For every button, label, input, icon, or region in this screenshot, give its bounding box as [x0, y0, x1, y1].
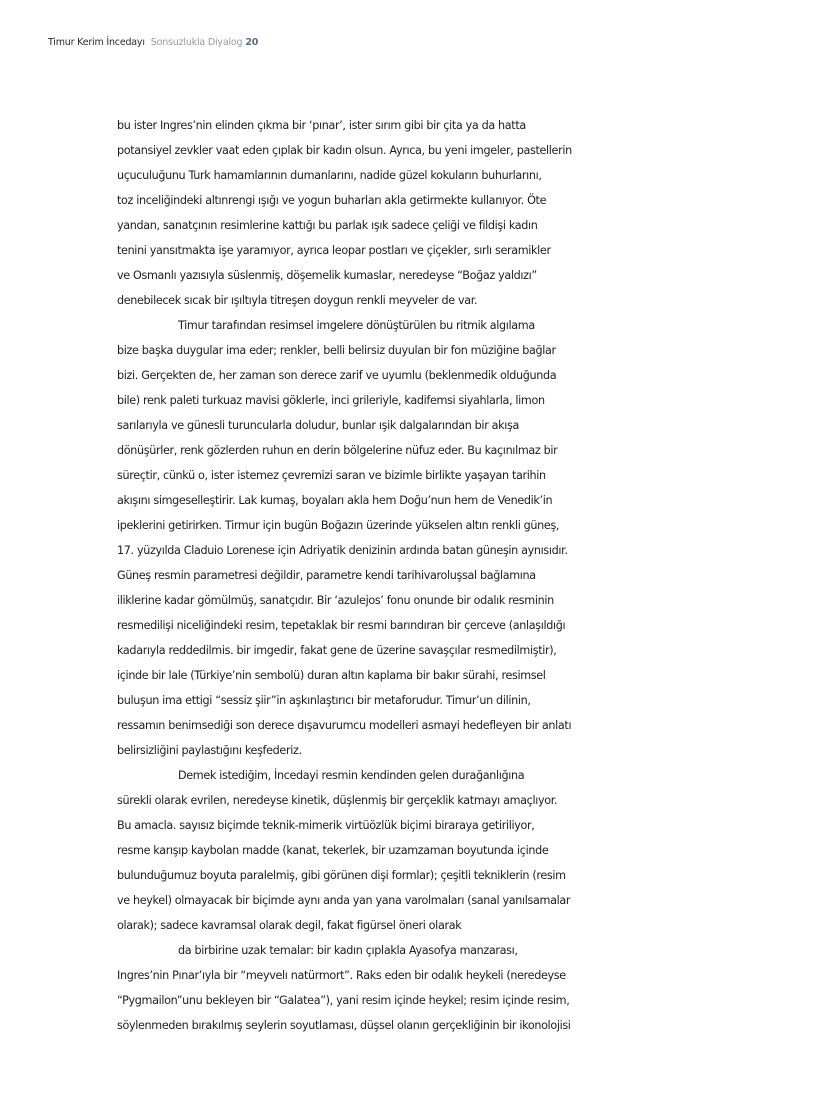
text-line: bize başka duygular ima eder; renkler, belli belirsiz duyulan bir fon müziğine bağlar [117, 344, 556, 357]
text-line: olarak); sadece kavramsal olarak degil, fakat figürsel öneri olarak [117, 919, 462, 932]
text-line: bizi. Gerçekten de, her zaman son derece zarif ve uyumlu (beklenmedik olduğunda [117, 369, 557, 382]
text-line: kadarıyla reddedilmis. bir imgedir, fakat gene de üzerine savaşçılar resmedilmiştir), [117, 644, 557, 657]
text-line: 17. yüzyılda Claduio Lorenese için Adriyatik denizinin ardında batan güneşin aynısıdır. [117, 544, 568, 557]
author-name: Timur Kerim İncedayı [48, 37, 145, 48]
text-line: içinde bir lale (Türkiye’nin sembolü) duran altın kaplama bir bakır sürahi, resimsel [117, 669, 546, 682]
text-line: ve heykel) olmayacak bir biçimde aynı anda yan yana varolmaları (sanal yanılsamalar [117, 894, 571, 907]
text-line: buluşun ima ettigi “sessiz şiir”in aşkınlaştırıcı bir metaforudur. Timur’un dilinin, [117, 694, 531, 707]
text-line: Güneş resmin parametresi değildir, parametre kendi tarihivaroluşsal bağlamına [117, 569, 536, 582]
text-line: sürekli olarak evrilen, neredeyse kinetik, düşlenmiş bir gerçeklik katmayı amaçlıyor. [117, 794, 558, 807]
text-line: ressamın benimsediği son derece dışavurumcu modelleri asmayi hedefleyen bir anlatı [117, 719, 572, 732]
text-line: bile) renk paleti turkuaz mavisi göklerle, inci grileriyle, kadifemsi siyahlarla, limon [117, 394, 545, 407]
text-line: Demek istediğim, İncedayi resmin kendinden gelen durağanlığına [178, 769, 525, 782]
text-line: resmedilişi niceliğindeki resim, tepetaklak bir resmi barındıran bir çerceve (anlaşıldığı [117, 619, 566, 632]
text-line: potansiyel zevkler vaat eden çıplak bir kadın olsun. Ayrıca, bu yeni imgeler, pastellerin [117, 144, 572, 157]
text-line: Ingres’nin Pınar’ıyla bir “meyvelı natürmort”. Raks eden bir odalık heykeli (neredeyse [117, 969, 566, 982]
text-line: Bu amacla. sayısız biçimde teknik-mimerik virtüözlük biçimi biraraya getiriliyor, [117, 819, 535, 832]
running-header [48, 37, 258, 48]
text-line: ve Osmanlı yazısıyla süslenmiş, döşemelik kumaslar, neredeyse “Boğaz yaldızı” [117, 269, 537, 282]
text-line: süreçtir, cünkü o, ister istemez çevremizi saran ve bizimle birlikte yaşayan tarihin [117, 469, 546, 482]
text-line: belirsizliğini paylastığını keşfederiz. [117, 744, 302, 757]
text-line: söylenmeden bırakılmış seylerin soyutlaması, düşsel olanın gerçekliğinin bir ikonolojisi [117, 1019, 571, 1032]
text-line: iliklerine kadar gömülmüş, sanatçıdır. Bir ‘azulejos’ fonu onunde bir odalık resminin [117, 594, 554, 607]
text-line: akışını simgeselleştirir. Lak kumaş, boyaları akla hem Doğu’nun hem de Venedik’in [117, 494, 553, 507]
text-line: bulunduğumuz boyuta paralelmiş, gibi görünen dişi formlar); çeşitli tekniklerin (resim [117, 869, 566, 882]
text-line: bu ister Ingres’nin elinden çıkma bir ‘pınar’, ister sırım gibi bir çita ya da hatta [117, 119, 526, 132]
body-text [117, 113, 597, 1038]
text-line: tenini yansıtmakta işe yaramıyor, ayrıca leopar postları ve çiçekler, sırlı seramikler [117, 244, 551, 257]
text-line: resme karışıp kaybolan madde (kanat, tekerlek, bir uzamzaman boyutunda içinde [117, 844, 549, 857]
text-line: uçuculuğunu Turk hamamlarının dumanlarını, nadide güzel kokuların buhurlarını, [117, 169, 542, 182]
text-line: yandan, sanatçının resimlerine kattığı bu parlak ışık sadece çeliği ve fildişi kadın [117, 219, 538, 232]
text-line: ipeklerini getirirken. Tirmur için bugün Boğazın üzerinde yükselen altın renkli güneş, [117, 519, 560, 532]
text-line: denebilecek sıcak bir ışıltıyla titreşen doygun renkli meyveler de var. [117, 294, 478, 307]
text-line: da birbirine uzak temalar: bir kadın çıplakla Ayasofya manzarası, [178, 944, 518, 957]
text-line: toz inceliğindeki altınrengi ışığı ve yogun buharları akla getirmekte kullanıyor. Öte [117, 194, 547, 207]
text-line: “Pygmailon”unu bekleyen bir “Galatea”), yani resim içinde heykel; resim içinde resim, [117, 994, 570, 1007]
book-title: Sonsuzlukla Diyalog [150, 37, 243, 48]
text-line: sarılarıyla ve günesli turuncularla doludur, bunlar ışik dalgalarından bir akışa [117, 419, 520, 432]
text-line: dönüşürler, renk gözlerden ruhun en derin bölgelerine nüfuz eder. Bu kaçınılmaz bir [117, 444, 558, 457]
page-number: 20 [245, 37, 259, 48]
text-line: Timur tarafından resimsel imgelere dönüştürülen bu ritmik algılama [178, 319, 535, 332]
